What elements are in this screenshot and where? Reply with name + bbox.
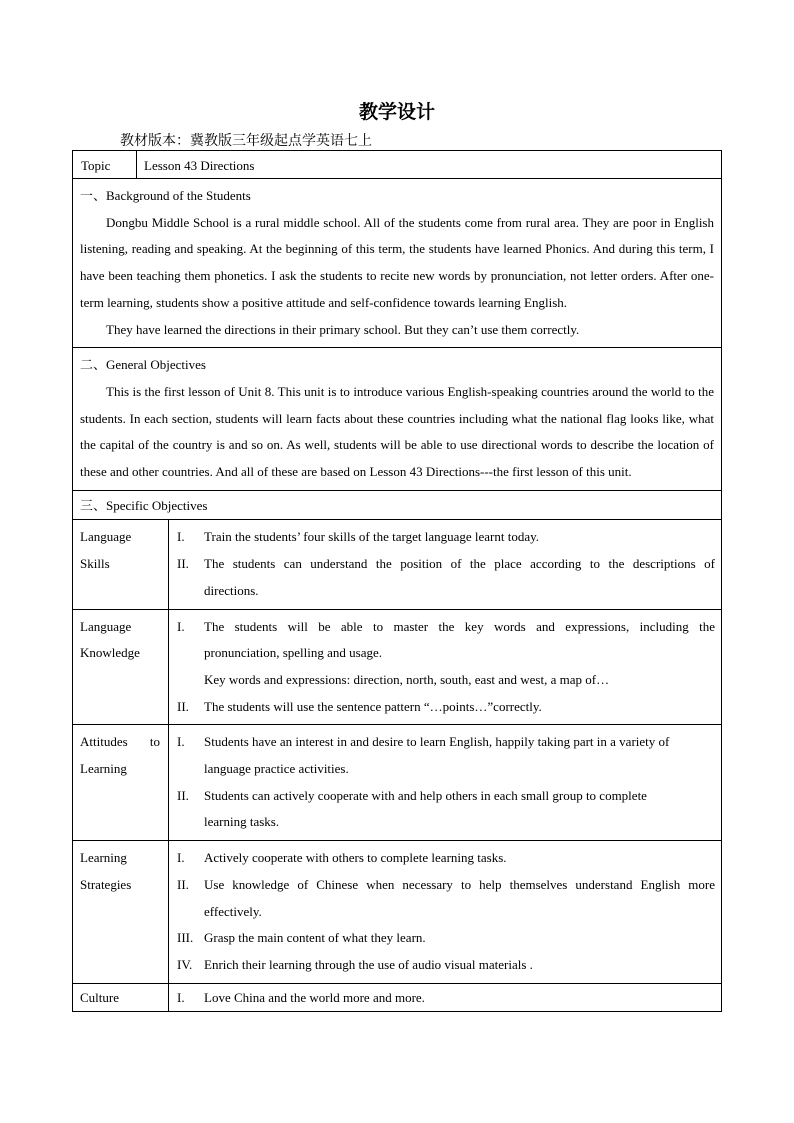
item-number: I. <box>177 529 185 545</box>
general-objectives-heading: 二、General Objectives <box>80 357 206 373</box>
topic-value: Lesson 43 Directions <box>144 158 255 173</box>
label-line <box>80 729 168 756</box>
list-item <box>177 551 715 578</box>
item-number: IV. <box>177 956 193 972</box>
item-text: Train the students’ four skills of the target language learnt today. <box>204 529 540 545</box>
item-text: The students can understand the position of the place according to the descriptions of <box>204 556 715 572</box>
list-item <box>177 524 715 551</box>
list-item <box>177 614 715 641</box>
attitudes-row <box>73 724 721 840</box>
item-number: I. <box>177 618 185 634</box>
item-continuation: language practice activities. <box>204 761 349 777</box>
item-continuation: directions. <box>204 582 259 598</box>
list-item <box>177 872 715 899</box>
label-line: Language <box>80 529 132 545</box>
language-skills-content <box>169 520 721 608</box>
item-continuation: pronunciation, spelling and usage. <box>204 645 382 661</box>
background-paragraph-2: They have learned the directions in their primary school. But they can’t use them correctly. <box>106 321 580 337</box>
attitudes-content <box>169 725 721 840</box>
item-continuation: Key words and expressions: direction, north, south, east and west, a map of… <box>204 671 610 687</box>
item-number: III. <box>177 930 194 946</box>
learning-strategies-label <box>73 841 169 983</box>
textbook-edition: 教材版本：冀教版三年级起点学英语七上 <box>120 133 372 149</box>
item-number: II. <box>177 556 189 572</box>
label-word: to <box>149 734 160 750</box>
culture-content <box>169 984 721 1012</box>
specific-objectives-heading: 三、Specific Objectives <box>80 497 208 513</box>
label-line: Skills <box>80 556 110 572</box>
item-text: Actively cooperate with others to complete learning tasks. <box>204 850 507 866</box>
item-text: Students can actively cooperate with and help others in each small group to complete <box>204 787 647 803</box>
topic-label: Topic <box>73 151 137 178</box>
item-number: II. <box>177 787 189 803</box>
label-line: Knowledge <box>80 645 140 661</box>
item-text: Grasp the main content of what they learn. <box>204 930 426 946</box>
language-skills-label <box>73 520 169 608</box>
item-continuation: learning tasks. <box>204 814 280 830</box>
item-number: II. <box>177 698 189 714</box>
culture-label <box>73 984 169 1012</box>
label-line: Learning <box>80 761 127 777</box>
background-paragraph-1: Dongbu Middle School is a rural middle school. All of the students come from rural area. They are poor in English listening, reading and speaking. At the beginning of this term, the students have learned Phonics. And during this term, I have been teaching them phonetics. I ask the students to recite new words by pronunciation, not letter orders. After one-term learning, students show a positive attitude and self-confidence towards learning English. <box>80 214 714 310</box>
item-text: Love China and the world more and more. <box>204 989 425 1005</box>
item-text: The students will be able to master the key words and expressions, including the <box>204 618 715 634</box>
language-knowledge-content <box>169 610 721 725</box>
attitudes-label <box>73 725 169 840</box>
background-section <box>73 178 721 347</box>
list-item <box>177 783 715 810</box>
background-heading: 一、Background of the Students <box>80 188 251 203</box>
list-item <box>177 952 715 979</box>
topic-row <box>73 151 721 178</box>
list-item <box>177 925 715 952</box>
learning-strategies-content <box>169 841 721 983</box>
list-item <box>177 694 715 721</box>
learning-strategies-row <box>73 840 721 983</box>
lesson-plan-table <box>72 150 722 1012</box>
item-number: I. <box>177 850 185 866</box>
document-title: 教学设计 <box>358 101 435 123</box>
list-item <box>177 985 715 1012</box>
label-line: Learning <box>80 850 127 866</box>
language-knowledge-row <box>73 609 721 725</box>
label-line: Culture <box>80 989 119 1005</box>
item-text: The students will use the sentence pattern “…points…”correctly. <box>204 698 542 714</box>
item-number: I. <box>177 989 185 1005</box>
list-item <box>177 729 715 756</box>
language-skills-row <box>73 519 721 608</box>
culture-row <box>73 983 721 1012</box>
item-text: Use knowledge of Chinese when necessary to help themselves understand English more <box>204 876 715 892</box>
item-text: Students have an interest in and desire to learn English, happily taking part in a variety of <box>204 734 670 750</box>
specific-objectives-header <box>73 490 721 520</box>
item-number: I. <box>177 734 185 750</box>
list-item <box>177 845 715 872</box>
item-text: Enrich their learning through the use of audio visual materials . <box>204 956 533 972</box>
label-word: Attitudes <box>80 734 128 750</box>
general-objectives-paragraph: This is the first lesson of Unit 8. This unit is to introduce various English-speaking countries around the world to the students. In each section, students will learn facts about these countries including what the national flag looks like, what the capital of the country is and so on. As well, students will be able to use directional words to describe the location of these and other countries. And all of these are based on Lesson 43 Directions---the first lesson of this unit. <box>80 383 714 480</box>
item-continuation: effectively. <box>204 903 262 919</box>
label-line: Strategies <box>80 876 132 892</box>
item-number: II. <box>177 876 189 892</box>
language-knowledge-label <box>73 610 169 725</box>
label-line: Language <box>80 618 132 634</box>
general-objectives-section <box>73 347 721 490</box>
